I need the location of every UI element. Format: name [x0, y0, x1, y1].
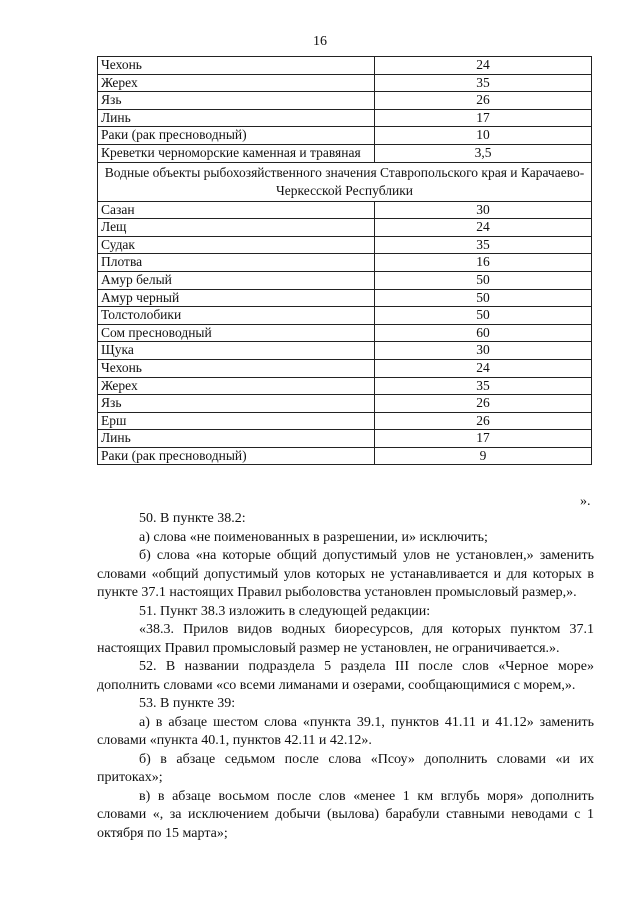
- paragraph: 51. Пункт 38.3 изложить в следующей редакции:: [139, 603, 431, 619]
- species-value: 50: [375, 289, 592, 307]
- species-value: 50: [375, 307, 592, 325]
- species-name: Щука: [98, 342, 375, 360]
- document-body: [97, 510, 594, 843]
- species-value: 24: [375, 57, 592, 75]
- species-name: Амур черный: [98, 289, 375, 307]
- table-row: [98, 324, 592, 342]
- table-row: [98, 342, 592, 360]
- paragraph: 52. В названии подраздела 5 раздела III после слов «Черное море» дополнить словами «со всеми лиманами и озерами, сообщающимися с морем,».: [97, 659, 594, 693]
- table-row: [98, 254, 592, 272]
- table-section-row: [98, 162, 592, 201]
- table-row: [98, 127, 592, 145]
- species-value: 26: [375, 92, 592, 110]
- catch-limits-table: [97, 56, 592, 465]
- species-value: 50: [375, 271, 592, 289]
- species-name: Чехонь: [98, 57, 375, 75]
- table-row: [98, 57, 592, 75]
- species-value: 16: [375, 254, 592, 272]
- table-row: [98, 271, 592, 289]
- species-name: Лещ: [98, 219, 375, 237]
- species-value: 35: [375, 377, 592, 395]
- species-name: Раки (рак пресноводный): [98, 447, 375, 465]
- table-row: [98, 447, 592, 465]
- species-name: Жерех: [98, 74, 375, 92]
- species-name: Судак: [98, 236, 375, 254]
- species-name: Плотва: [98, 254, 375, 272]
- species-name: Линь: [98, 109, 375, 127]
- table-row: [98, 430, 592, 448]
- species-name: Раки (рак пресноводный): [98, 127, 375, 145]
- table-row: [98, 219, 592, 237]
- paragraph: «38.3. Прилов видов водных биоресурсов, для которых пунктом 37.1 настоящих Правил промысловый размер не установлен, не ограничивается.».: [97, 622, 594, 656]
- species-value: 24: [375, 359, 592, 377]
- table-row: [98, 307, 592, 325]
- species-value: 30: [375, 342, 592, 360]
- species-value: 17: [375, 109, 592, 127]
- table-row: [98, 377, 592, 395]
- table-row: [98, 359, 592, 377]
- species-name: Сом пресноводный: [98, 324, 375, 342]
- species-value: 17: [375, 430, 592, 448]
- species-name: Толстолобики: [98, 307, 375, 325]
- species-value: 10: [375, 127, 592, 145]
- species-value: 3,5: [375, 144, 592, 162]
- table-row: [98, 74, 592, 92]
- species-value: 30: [375, 201, 592, 219]
- table-row: [98, 109, 592, 127]
- paragraph: 53. В пункте 39:: [139, 696, 236, 711]
- species-name: Креветки черноморские каменная и травяная: [98, 144, 375, 162]
- paragraph: а) в абзаце шестом слова «пункта 39.1, пунктов 41.11 и 41.12» заменить словами «пункта 40.1, пунктов 42.11 и 42.12».: [97, 714, 594, 748]
- species-value: 24: [375, 219, 592, 237]
- table-row: [98, 201, 592, 219]
- species-value: 9: [375, 447, 592, 465]
- species-value: 26: [375, 412, 592, 430]
- species-name: Чехонь: [98, 359, 375, 377]
- species-name: Жерех: [98, 377, 375, 395]
- table-row: [98, 412, 592, 430]
- paragraph: б) в абзаце седьмом после слова «Псоу» дополнить словами «и их притоках»;: [97, 751, 594, 785]
- table-row: [98, 144, 592, 162]
- table-row: [98, 289, 592, 307]
- paragraph: в) в абзаце восьмом после слов «менее 1 км вглубь моря» дополнить словами «, за исключением добычи (вылова) барабули ставными неводами с 1 октября по 15 марта»;: [97, 788, 594, 841]
- species-value: 35: [375, 236, 592, 254]
- paragraph: 50. В пункте 38.2:: [139, 511, 246, 526]
- closing-quote: ».: [580, 494, 591, 509]
- paragraph: а) слова «не поименованных в разрешении, и» исключить;: [139, 529, 488, 545]
- species-name: Амур белый: [98, 271, 375, 289]
- page-number: 16: [313, 34, 327, 49]
- species-name: Ерш: [98, 412, 375, 430]
- section-title: Водные объекты рыбохозяйственного значения Ставропольского края и Карачаево-Черкесской Республики: [98, 162, 592, 201]
- paragraph: б) слова «на которые общий допустимый улов не установлен,» заменить словами «общий допустимый улов которых не устанавливается и для которых в пункте 37.1 настоящих Правил рыболовства установлен промысловый размер,».: [97, 548, 594, 600]
- species-name: Язь: [98, 395, 375, 413]
- species-name: Язь: [98, 92, 375, 110]
- species-value: 26: [375, 395, 592, 413]
- species-name: Сазан: [98, 201, 375, 219]
- table-row: [98, 236, 592, 254]
- species-name: Линь: [98, 430, 375, 448]
- table-row: [98, 395, 592, 413]
- species-value: 60: [375, 324, 592, 342]
- table-row: [98, 92, 592, 110]
- species-value: 35: [375, 74, 592, 92]
